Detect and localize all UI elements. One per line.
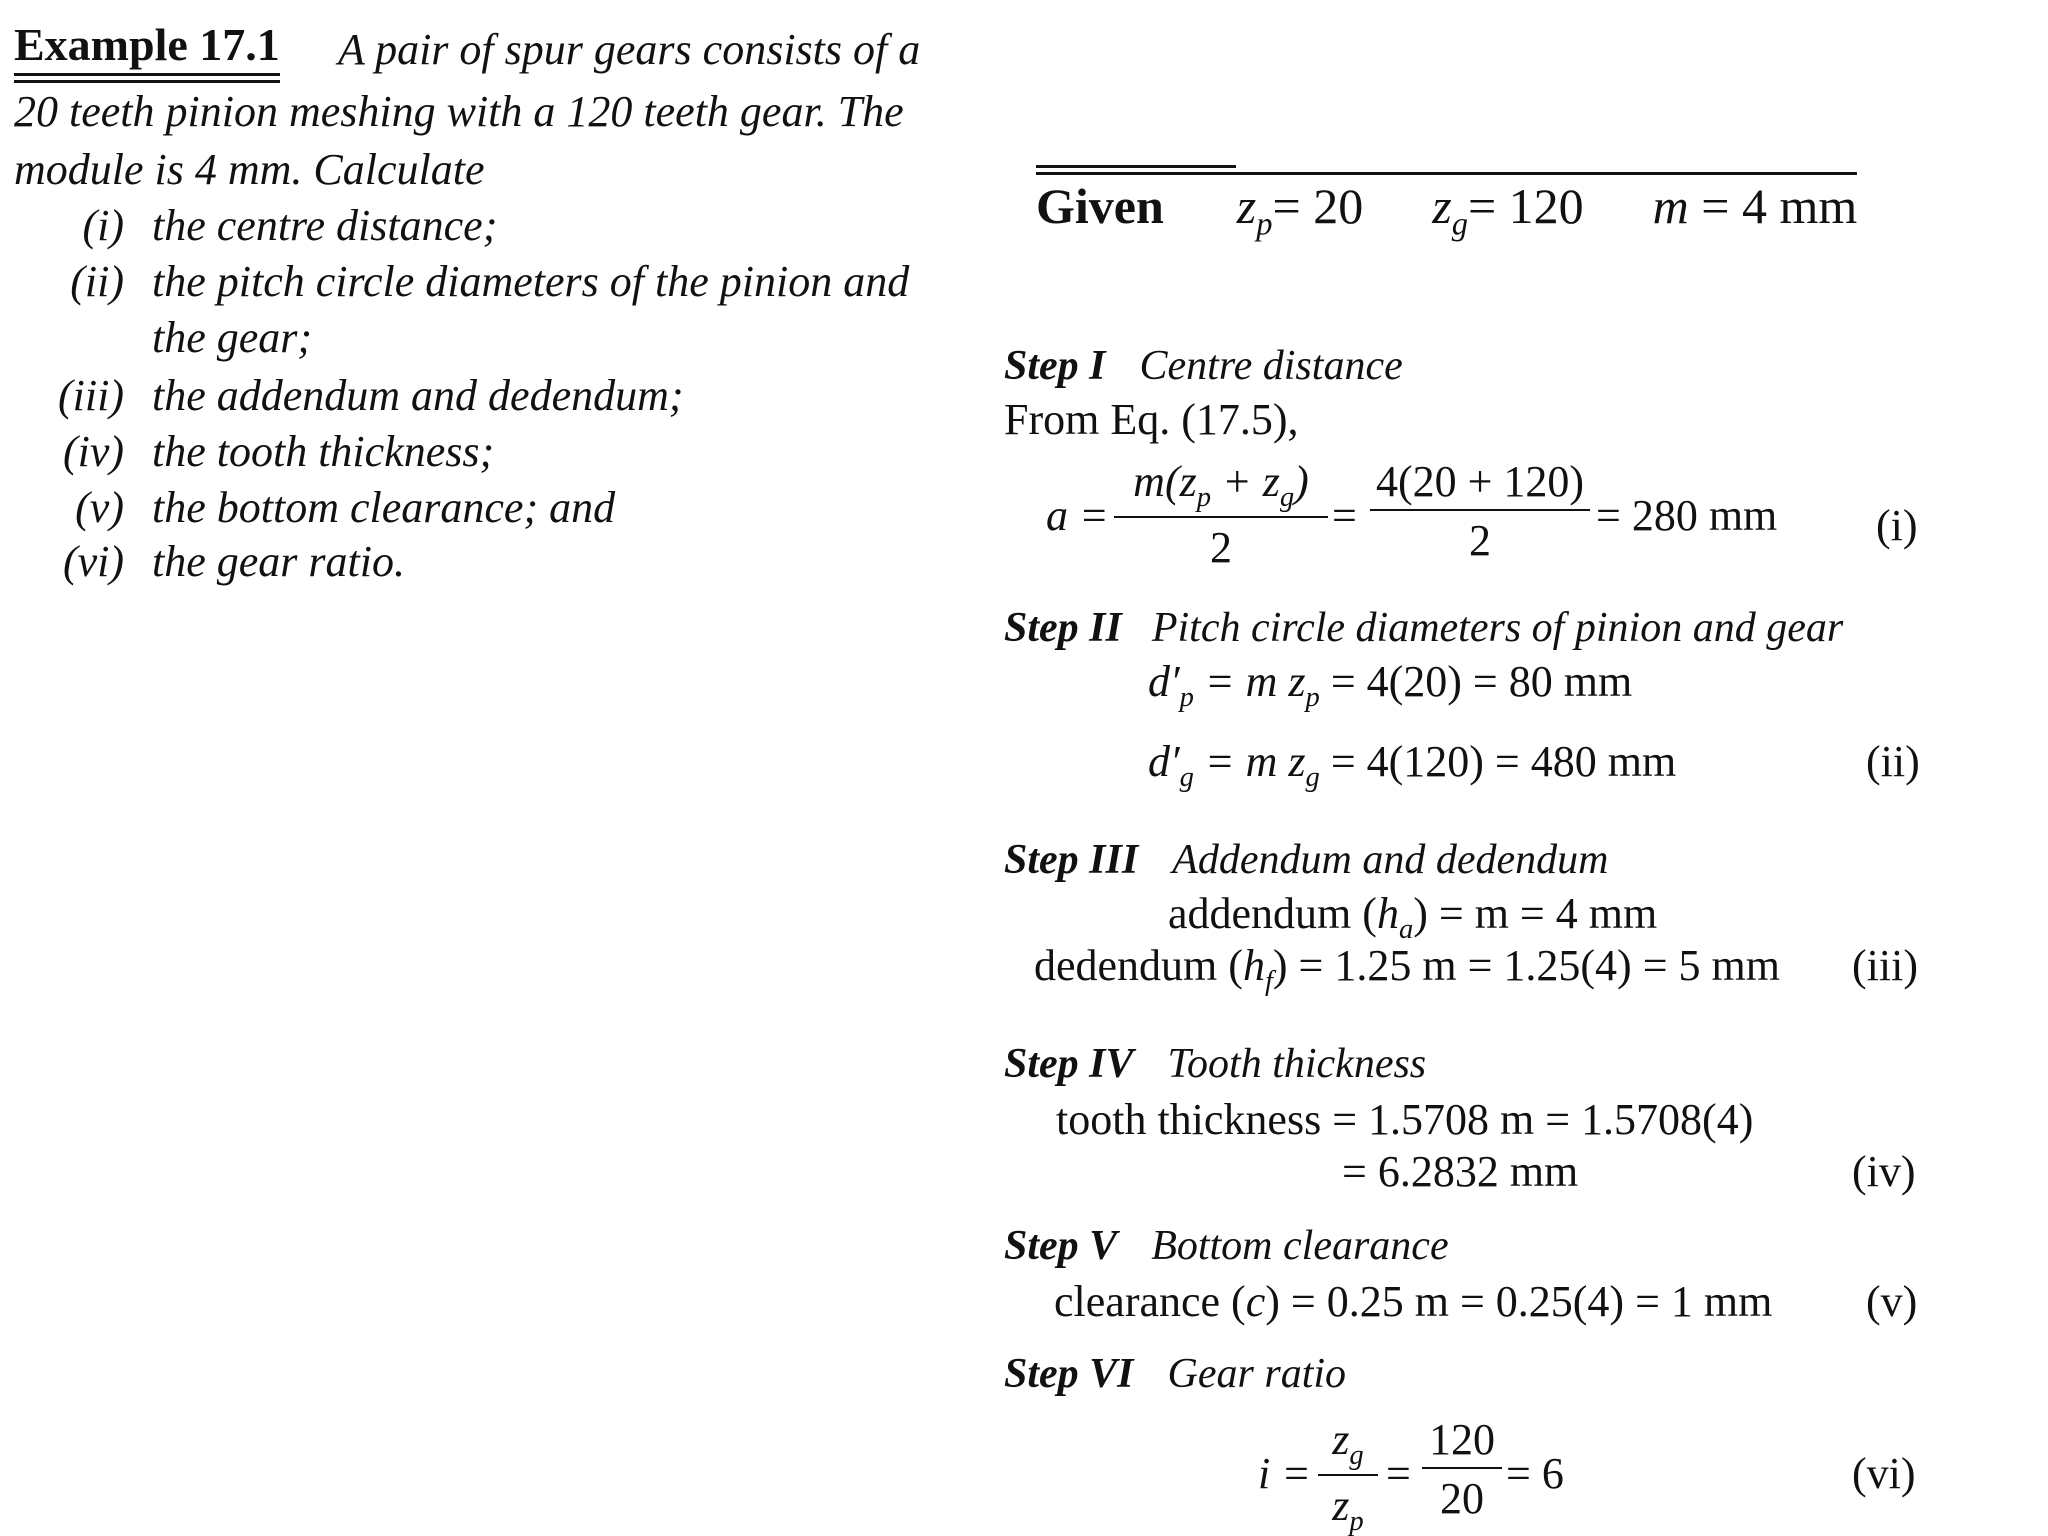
step-6-result: = 6 bbox=[1506, 1449, 1564, 1498]
step-5-number: Step V bbox=[1004, 1223, 1118, 1269]
given-label: Given bbox=[1036, 178, 1164, 234]
step-5-line-1: clearance (c) = 0.25 m = 0.25(4) = 1 mm bbox=[1054, 1277, 1773, 1326]
step-4-line-2: = 6.2832 mm bbox=[1342, 1147, 1579, 1196]
problem-line-2: 20 teeth pinion meshing with a 120 teeth gear. The bbox=[14, 87, 904, 136]
step-1-heading bbox=[1004, 342, 1403, 390]
given-zp: = 20 bbox=[1272, 178, 1364, 234]
step-4-title: Tooth thickness bbox=[1167, 1041, 1427, 1087]
item-text-i: the centre distance; bbox=[152, 201, 498, 250]
step-6-fraction-2: 120 20 bbox=[1422, 1414, 1502, 1524]
step-1-result: = 280 mm bbox=[1596, 491, 1778, 540]
step-6-equals: = bbox=[1386, 1449, 1411, 1498]
item-num-iv: (iv) bbox=[62, 427, 124, 476]
step-5-title: Bottom clearance bbox=[1151, 1223, 1449, 1269]
step-5-tag: (v) bbox=[1866, 1277, 1918, 1326]
step-4-heading bbox=[1004, 1040, 1426, 1088]
step-1-number: Step I bbox=[1004, 343, 1106, 389]
step-1-fraction-2: 4(20 + 120) 2 bbox=[1370, 456, 1590, 566]
item-text-iv: the tooth thickness; bbox=[152, 427, 495, 476]
step-6-title: Gear ratio bbox=[1167, 1351, 1347, 1397]
item-text-iii: the addendum and dedendum; bbox=[152, 371, 684, 420]
step-1-from: From Eq. (17.5), bbox=[1004, 395, 1299, 444]
problem-line-1: A pair of spur gears consists of a bbox=[338, 25, 921, 74]
step-4-line-1: tooth thickness = 1.5708 m = 1.5708(4) bbox=[1056, 1095, 1754, 1144]
step-6-lhs: i = bbox=[1258, 1449, 1311, 1498]
step-5-heading bbox=[1004, 1222, 1449, 1270]
step-4-number: Step IV bbox=[1004, 1041, 1134, 1087]
item-num-ii: (ii) bbox=[70, 257, 124, 306]
example-title: Example 17.1 bbox=[14, 18, 280, 76]
step-2-heading bbox=[1004, 604, 1843, 652]
step-1-title: Centre distance bbox=[1139, 343, 1403, 389]
item-text-vi: the gear ratio. bbox=[152, 537, 405, 586]
step-4-tag: (iv) bbox=[1852, 1147, 1916, 1196]
step-6-heading bbox=[1004, 1350, 1346, 1398]
step-6-number: Step VI bbox=[1004, 1351, 1134, 1397]
step-3-number: Step III bbox=[1004, 837, 1139, 883]
item-text-ii: the pitch circle diameters of the pinion and bbox=[152, 257, 910, 306]
item-num-v: (v) bbox=[75, 483, 124, 532]
given-zg: = 120 bbox=[1467, 178, 1584, 234]
step-3-line-2: dedendum $(h_f) = 1.25$ m = 1.25(4) = 5 mm bbox=[1034, 941, 1780, 997]
item-text-ii-cont: the gear; bbox=[152, 313, 313, 362]
item-num-iii: (iii) bbox=[58, 371, 124, 420]
step-2-title: Pitch circle diameters of pinion and gear bbox=[1151, 605, 1844, 651]
step-1-fraction-1: $m(z_p + z_g)$ 2 bbox=[1114, 456, 1328, 573]
step-2-line-2: $d'_g = m$ $z_g = 4(120) = 480$ mm bbox=[1148, 737, 1677, 793]
item-text-v: the bottom clearance; and bbox=[152, 483, 616, 532]
step-1-lhs: a = bbox=[1046, 491, 1109, 540]
item-num-vi: (vi) bbox=[62, 537, 124, 586]
step-6-tag: (vi) bbox=[1852, 1449, 1916, 1498]
given-line: Given $z_p= 20$ $z_g= 120$ m = 4 mm bbox=[1036, 172, 1857, 243]
step-2-line-1: $d'_p = m$ $z_p = 4(20) = 80$ mm bbox=[1148, 657, 1633, 713]
problem-line-3: module is 4 mm. Calculate bbox=[14, 145, 485, 194]
step-3-line-1: addendum $(h_a) = m = 4$ mm bbox=[1168, 889, 1658, 945]
step-3-tag: (iii) bbox=[1852, 941, 1918, 990]
given-m: = 4 mm bbox=[1701, 178, 1858, 234]
step-1-tag: (i) bbox=[1876, 501, 1918, 550]
step-2-number: Step II bbox=[1004, 605, 1122, 651]
item-num-i: (i) bbox=[82, 201, 124, 250]
step-3-title: Addendum and dedendum bbox=[1172, 837, 1609, 883]
step-6-fraction-1: $z_g$ $z_p$ bbox=[1318, 1414, 1378, 1536]
step-1-equals: = bbox=[1332, 491, 1357, 540]
step-2-tag: (ii) bbox=[1866, 737, 1920, 786]
step-3-heading bbox=[1004, 836, 1608, 884]
